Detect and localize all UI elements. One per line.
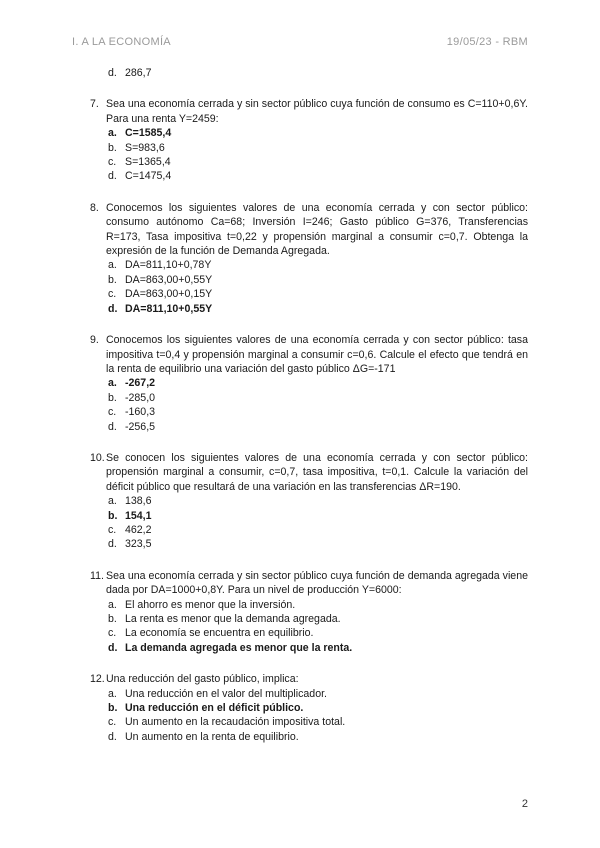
option-text: 462,2 [125,523,152,536]
answer-option [72,687,528,701]
question-stem: Conocemos los siguientes valores de una economía cerrada y con sector público: tasa impositiva t=0,4 y propensión marginal a consumir c=0,6. Calcule el efecto que tendrá en la renta de equilibrio una variación del gasto público ΔG=-171 [106,334,528,375]
answer-option [72,523,528,537]
option-label: a. [108,495,117,508]
option-label: c. [108,406,117,419]
answer-option [72,537,528,551]
option-text: DA=811,10+0,55Y [125,302,213,315]
answer-option-correct [72,126,528,140]
answer-option [72,287,528,301]
option-label: b. [108,141,117,154]
question-9 [72,333,528,434]
option-label: c. [108,288,117,301]
question-number: 7. [90,98,99,111]
option-label: a. [108,127,117,140]
option-text: Una reducción en el valor del multiplicador. [125,687,327,700]
answer-option-correct [72,509,528,523]
question-stem: Sea una economía cerrada y sin sector público cuya función de consumo es C=110+0,6Y. Para una renta Y=2459: [106,98,528,125]
option-label: c. [108,523,117,536]
option-list [72,494,528,552]
answer-option [72,273,528,287]
document-body [72,66,528,744]
option-text: El ahorro es menor que la inversión. [125,598,296,611]
page-header [72,36,528,48]
option-label: a. [108,377,117,390]
answer-option [72,598,528,612]
answer-option [72,494,528,508]
question-8 [72,201,528,316]
option-text: S=983,6 [125,141,165,154]
question-10 [72,451,528,552]
question-list [72,97,528,744]
option-label: c. [108,627,117,640]
option-label: d. [108,302,118,315]
option-label: b. [108,509,118,522]
option-text: -256,5 [125,420,156,433]
page-number: 2 [521,798,528,810]
question-11 [72,569,528,655]
option-text: C=1585,4 [125,127,172,140]
option-label: d. [108,730,117,743]
header-title: I. A LA ECONOMÍA [72,36,171,48]
answer-option [72,169,528,183]
question-7 [72,97,528,183]
header-date-author: 19/05/23 - RBM [446,36,528,48]
option-label: b. [108,391,117,404]
option-text: La renta es menor que la demanda agregada. [125,613,341,625]
option-label: d. [108,538,117,551]
option-label: c. [108,156,117,169]
option-text: DA=863,00+0,55Y [125,273,213,286]
option-text: 138,6 [125,495,152,508]
answer-option [72,405,528,419]
option-text: C=1475,4 [125,170,172,183]
option-label: b. [108,702,118,715]
option-text: La economía se encuentra en equilibrio. [125,627,314,640]
option-text: 286,7 [125,67,152,79]
option-text: -285,0 [125,391,156,404]
option-label: c. [108,716,117,729]
answer-option [72,391,528,405]
answer-option-correct [72,376,528,390]
question-number: 12. [90,673,105,686]
option-text: 323,5 [125,538,152,551]
option-label: b. [108,273,117,286]
option-label: a. [108,259,117,272]
answer-option [72,626,528,640]
option-text: La demanda agregada es menor que la renta. [125,641,353,654]
option-label: a. [108,598,117,611]
question-stem: Sea una economía cerrada y sin sector público cuya función de demanda agregada viene dada por DA=1000+0,8Y. Para un nivel de producción Y=6000: [106,569,528,597]
option-text: DA=863,00+0,15Y [125,288,213,301]
answer-option [72,730,528,744]
option-list [72,687,528,745]
question-stem: Se conocen los siguientes valores de una economía cerrada y con sector público: propensión marginal a consumir, c=0,7, tasa impositiva, t=0,1. Calcule la variación del déficit público que resultará de una variación en las transferencias ΔR=190. [106,451,528,493]
question-number: 10. [90,451,105,464]
option-text: Un aumento en la renta de equilibrio. [125,730,299,743]
question-stem: Conocemos los siguientes valores de una economía cerrada y con sector público: consumo autónomo Ca=68; Inversión I=246; Gasto público G=376, Transferencias R=173, Tasa impositiva t=0,22 y propensión marginal a consumir c=0,7. Obtenga la expresión de la función de Demanda Agregada. [106,201,528,258]
answer-option-correct [72,302,528,316]
option-text: -267,2 [125,377,156,390]
answer-option [72,141,528,155]
option-label: a. [108,687,117,700]
answer-option [72,715,528,729]
option-label: d. [108,641,118,654]
question-12 [72,672,528,744]
question-stem: Una reducción del gasto público, implica: [106,673,299,686]
option-list [72,126,528,184]
question-number: 8. [90,201,99,214]
answer-option [72,155,528,169]
option-label: d. [108,420,117,433]
option-label: d. [108,67,117,79]
option-text: Una reducción en el déficit público. [125,702,304,715]
question-number: 9. [90,334,99,347]
answer-option [72,612,528,626]
answer-option-correct [72,701,528,715]
option-label: b. [108,613,117,625]
option-text: Un aumento en la recaudación impositiva total. [125,716,346,729]
option-list [72,376,528,434]
option-text: -160,3 [125,406,156,419]
answer-option-correct [72,641,528,655]
option-list [72,258,528,316]
carry-over-option [72,66,528,80]
option-text: 154,1 [125,509,152,522]
answer-option [72,420,528,434]
option-list [72,598,528,656]
answer-option [72,258,528,272]
option-text: DA=811,10+0,78Y [125,259,212,272]
option-label: d. [108,170,117,183]
question-number: 11. [90,569,104,582]
option-text: S=1365,4 [125,156,171,169]
